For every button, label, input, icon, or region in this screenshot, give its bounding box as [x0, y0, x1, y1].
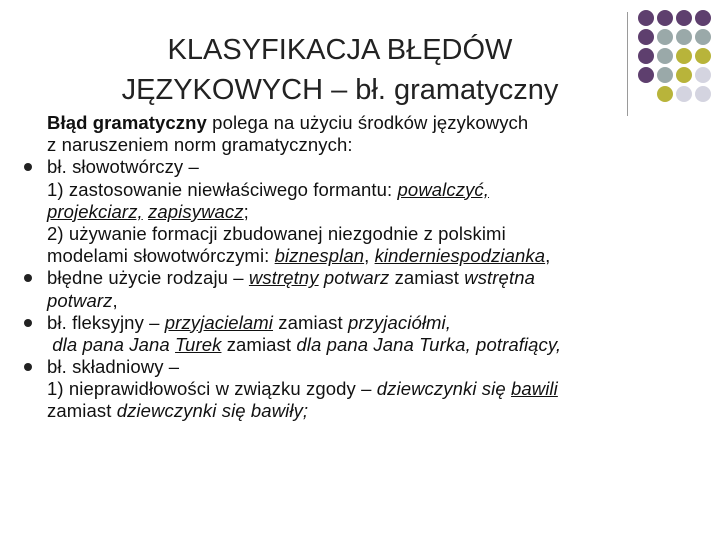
- body-line: [47, 290, 715, 312]
- decorative-dot: [695, 48, 711, 64]
- bullet-icon: [24, 274, 32, 282]
- term-bold: Błąd gramatyczny: [47, 112, 207, 133]
- example-word: przyjacielami: [164, 311, 274, 333]
- bullet-item-skladniowy: [47, 356, 715, 378]
- body-line: [47, 179, 715, 201]
- bullet-item-fleksyjny: [47, 312, 715, 334]
- example-word: zapisywacz: [148, 200, 244, 222]
- decorative-dot: [695, 86, 711, 102]
- body-line: [47, 223, 715, 245]
- text: polega na użyciu środków językowych: [206, 112, 529, 133]
- decorative-dot: [638, 10, 654, 26]
- text: 1) zastosowanie niewłaściwego formantu:: [47, 178, 398, 200]
- bullet-icon: [24, 163, 32, 171]
- text: błędne użycie rodzaju –: [47, 267, 249, 289]
- text: zamiast: [221, 333, 297, 355]
- text: bł. fleksyjny –: [47, 311, 165, 333]
- divider-line: [627, 12, 628, 116]
- text: ;: [243, 200, 249, 222]
- decorative-dot: [657, 86, 673, 102]
- decorative-dot: [657, 48, 673, 64]
- body-line: [47, 245, 715, 267]
- text: ,: [364, 245, 375, 267]
- decorative-dot: [695, 29, 711, 45]
- decorative-dot: [657, 10, 673, 26]
- example-word: kinderniespodzianka: [374, 245, 546, 267]
- bullet-icon: [24, 363, 32, 371]
- decorative-dot: [676, 86, 692, 102]
- example-word: dziewczynki się: [376, 378, 511, 400]
- example-word: dla pana Jana Turka, potrafiący,: [296, 333, 562, 355]
- example-word: potwarz: [318, 267, 390, 289]
- example-word: dla pana Jana: [47, 333, 176, 355]
- slide-title: [60, 30, 620, 110]
- bullet-item-slowotworczy: [47, 156, 715, 178]
- example-word: bawili: [510, 378, 558, 400]
- body-line: [47, 378, 715, 400]
- decorative-dot: [657, 67, 673, 83]
- example-word: Turek: [175, 333, 222, 355]
- text: zamiast: [389, 267, 465, 289]
- example-word: dziewczynki się bawiły;: [116, 400, 309, 422]
- text: modelami słowotwórczymi:: [47, 245, 275, 267]
- title-line-1: KLASYFIKACJA BŁĘDÓW: [167, 34, 513, 66]
- text: zamiast: [47, 400, 117, 422]
- decorative-dot: [676, 29, 692, 45]
- body-line: [47, 134, 715, 156]
- text: 2) używanie formacji zbudowanej niezgodnie z polskimi: [47, 222, 506, 244]
- decorative-dot: [638, 48, 654, 64]
- decorative-dot: [676, 48, 692, 64]
- text: bł. słowotwórczy –: [47, 156, 199, 178]
- decorative-dot: [657, 29, 673, 45]
- example-word: projekciarz,: [47, 200, 143, 222]
- text: 1) nieprawidłowości w związku zgody –: [47, 378, 377, 400]
- decorative-dot: [676, 67, 692, 83]
- example-word: powalczyć,: [397, 178, 490, 200]
- example-word: potwarz: [47, 289, 113, 311]
- body-line: [47, 112, 715, 134]
- text: z naruszeniem norm gramatycznych:: [47, 134, 353, 156]
- decorative-dot: [638, 29, 654, 45]
- text: bł. składniowy –: [47, 356, 180, 378]
- bullet-icon: [24, 319, 32, 327]
- body-line: [47, 334, 715, 356]
- text: ,: [545, 245, 551, 267]
- slide-body: [47, 112, 715, 423]
- example-word: wstrętna: [464, 267, 535, 289]
- example-word: biznesplan: [274, 245, 365, 267]
- decorative-dot: [638, 67, 654, 83]
- bullet-item-rodzaj: [47, 267, 715, 289]
- title-line-2: JĘZYKOWYCH – bł. gramatyczny: [121, 74, 559, 106]
- body-line: [47, 201, 715, 223]
- text: ,: [112, 289, 118, 311]
- decorative-dot: [695, 67, 711, 83]
- example-word: wstrętny: [248, 267, 319, 289]
- body-line: [47, 400, 715, 422]
- text: zamiast: [273, 311, 348, 333]
- example-word: przyjaciółmi,: [347, 311, 452, 333]
- decorative-dot: [695, 10, 711, 26]
- decorative-dot: [676, 10, 692, 26]
